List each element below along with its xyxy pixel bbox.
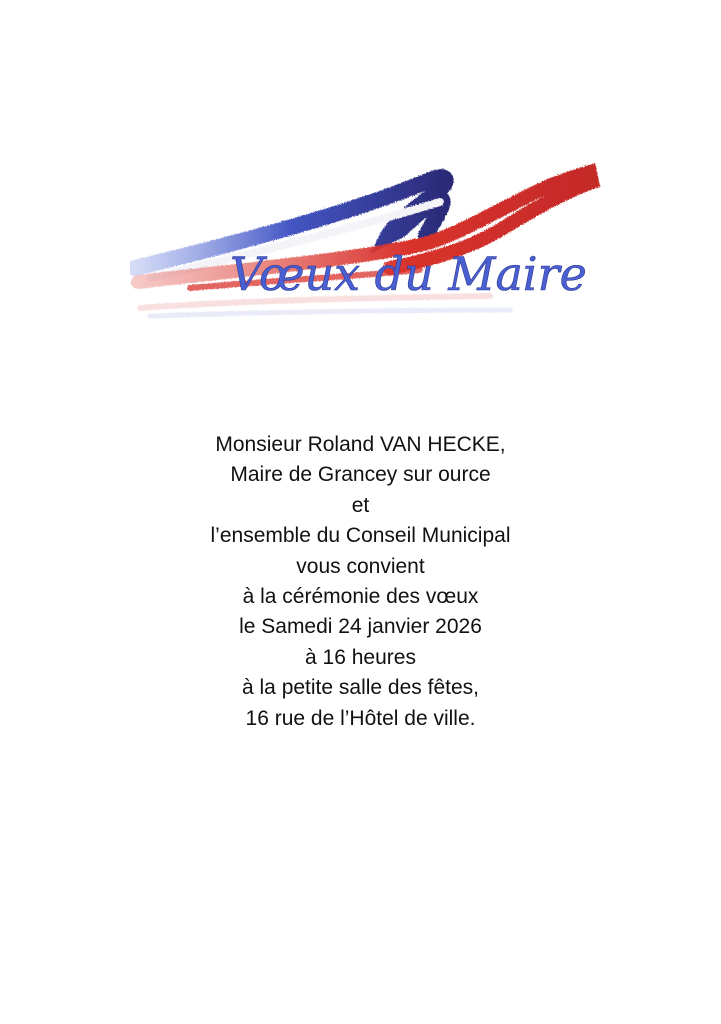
invitation-line-host: Monsieur Roland VAN HECKE, <box>215 433 506 456</box>
invitation-line-address: 16 rue de l’Hôtel de ville. <box>245 706 476 730</box>
invitation-line-title: Maire de Grancey sur ource <box>230 463 491 487</box>
invitation-line-council: l’ensemble du Conseil Municipal <box>210 524 511 548</box>
voeux-du-maire-logo <box>130 150 610 330</box>
invitation-line-and: et <box>351 493 370 517</box>
invitation-line-time: à 16 heures <box>305 645 416 669</box>
invitation-line-date: le Samedi 24 janvier 2026 <box>239 615 482 639</box>
invitation-text <box>0 430 721 734</box>
invitation-line-invites: vous convient <box>296 554 425 578</box>
logo-title-text: Vœux du Maire <box>230 247 587 301</box>
invitation-line-ceremony: à la cérémonie des vœux <box>242 585 479 609</box>
invitation-line-venue: à la petite salle des fêtes, <box>242 676 479 700</box>
